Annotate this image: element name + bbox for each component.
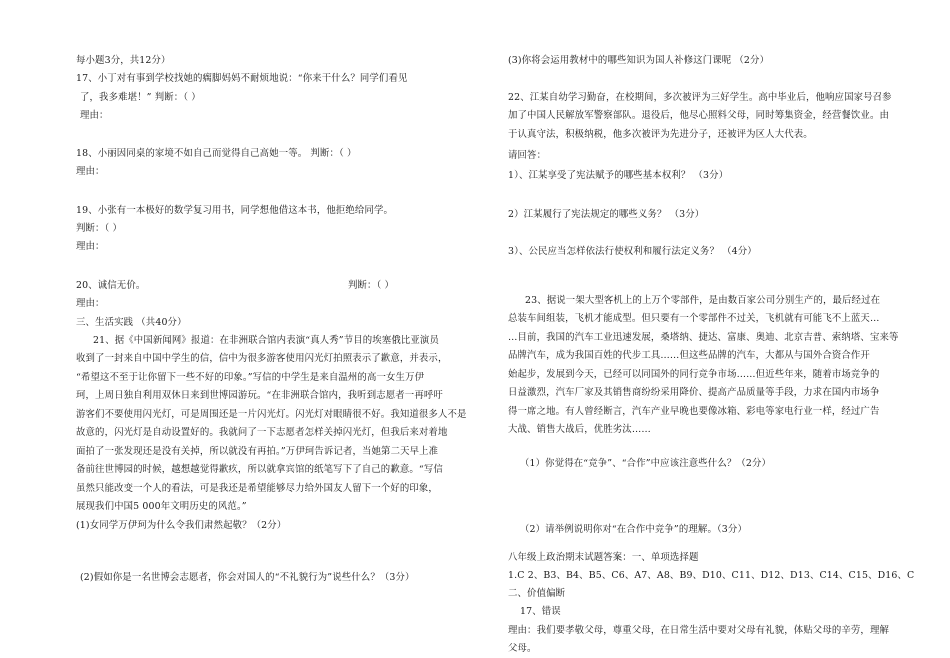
question-23-line: 总装车间组装，飞机才能成型。但只要有一个零部件不过关，飞机就有可能飞不上蓝天… (508, 313, 880, 324)
question-21-line: 故意的，闪光灯是自动设置好的。我就问了一下志愿者怎样关掉闪光灯，但我后来对着地 (76, 427, 448, 438)
question-17-reason: 理由： (80, 110, 109, 121)
question-23-line: 23、据说一架大型客机上的上万个零部件，是由数百家公司分别生产的，最后经过在 (525, 295, 881, 306)
question-22-sub-1: 1）、江某享受了宪法赋予的哪些基本权利？ （3分） (508, 170, 729, 181)
answer-17-reason: 理由：我们要孝敬父母，尊重父母，在日常生活中要对父母有礼貌，体贴父母的辛劳，理解 (508, 625, 890, 636)
question-21-line: 游客们不要使用闪光灯，可是周围还是一片闪光灯。闪光灯对眼睛很不好。我知道很多人不是 (76, 409, 467, 420)
question-21-line: 备前往世博园的时候，越想越觉得歉疚，所以就拿宾馆的纸笔写下了自己的歉意。“写信 (76, 464, 443, 475)
question-21-line: 面拍了一张发现还是没有关掉，所以就没有再拍。”万伊珂告诉记者，当她第二天早上准 (76, 446, 439, 457)
answer-key-section-2: 二、价值偏断 (508, 588, 566, 599)
section-3-heading: 三、生活实践 （共40分） (76, 317, 187, 328)
question-21-line: 珂，上周日独自利用双休日来到世博园游玩。“在非洲联合馆内，我听到志愿者一再呼吁 (76, 390, 443, 401)
question-23-line: …目前，我国的汽车工业迅速发展，桑塔纳、捷达、富康、奥迪、北京吉普、索纳塔、宝来等 (508, 332, 899, 343)
question-21-line: 21、据《中国新闻网》报道：在非洲联合馆内表演“真人秀”节目的埃塞俄比亚演员 (93, 335, 439, 346)
question-23-line: 始起步，发展到今天，已经可以同国外的同行竞争市场……但近些年来，随着市场竞争的 (508, 369, 880, 380)
question-20-judge: 判断：（ ） (348, 280, 395, 291)
answer-key-multiple-choice: 1.C 2、B3、B4、B5、C6、A7、A8、B9、D10、C11、D12、D13、C14、C15、D16、C (508, 570, 915, 581)
question-23-sub-1: （1）你觉得在“竞争”、“合作”中应该注意些什么？（2分） (520, 458, 772, 469)
question-21-line: “希望这不至于让你留下一些不好的印象。”写信的中学生是来自温州的高一女生万伊 (76, 372, 425, 383)
question-18-text: 18、小丽因同桌的家境不如自己而觉得自己高她一等。 判断：（ ） (76, 148, 357, 159)
question-21-sub-3: (3)你将会运用教材中的哪些知识为国人补修这门课呢 （2分） (508, 55, 770, 66)
question-19-reason: 理由： (76, 241, 105, 252)
question-21-line: 虽然只能改变一个人的看法，可是我还是希望能够尽力给外国友人留下一个好的印象， (76, 483, 438, 494)
question-22-line: 22、江某自幼学习勤奋，在校期间，多次被评为三好学生。高中毕业后，他响应国家号召参 (508, 92, 892, 103)
answer-17-reason-cont: 父母。 (508, 643, 537, 654)
question-21-sub-2: (2)假如你是一名世博会志愿者，你会对国人的“不礼貌行为”说些什么？（3分） (80, 572, 415, 583)
question-22-sub-2: 2）江某履行了宪法规定的哪些义务？ （3分） (508, 209, 705, 220)
answer-key-title: 八年级上政治期末试题答案：一、单项选择题 (508, 552, 699, 563)
question-19-text: 19、小张有一本极好的数学复习用书，同学想他借这本书，他拒绝给同学。 (76, 205, 394, 216)
question-20-text: 20、诚信无价。 (76, 280, 146, 291)
question-20-reason: 理由： (76, 298, 105, 309)
question-22-sub-3: 3）、公民应当怎样依法行使权利和履行法定义务？ （4分） (508, 246, 757, 257)
question-18-reason: 理由： (76, 166, 105, 177)
question-23-sub-2: （2）请举例说明你对“在合作中竞争”的理解。（3分） (520, 524, 747, 535)
question-21-line: 收到了一封来自中国中学生的信，信中为很多游客使用闪光灯拍照表示了歉意，并表示， (76, 353, 448, 364)
question-23-line: 大战、销售大战后，优胜劣汰…… (508, 424, 651, 435)
question-23-line: 日益激烈，汽车厂家及其销售商纷纷采用降价、提高产品质量等手段，力求在国内市场争 (508, 387, 880, 398)
question-23-line: 品牌汽车，成为我国百姓的代步工具……但这些品牌的汽车，大都从与国外合资合作开 (508, 350, 870, 361)
question-17-text: 17、小丁对有事到学校找她的瘸脚妈妈不耐烦地说：“你来干什么？同学们看见 (76, 73, 408, 84)
question-19-judge: 判断：（ ） (76, 223, 123, 234)
question-21-sub-1: (1)女同学万伊珂为什么令我们肃然起敬？（2分） (76, 520, 287, 531)
section-header-continued: 每小题3分，共12分） (76, 55, 171, 66)
question-22-prompt: 请回答： (508, 150, 547, 161)
question-22-line: 于认真守法，积极纳税，他多次被评为先进分子，还被评为区人大代表。 (508, 129, 813, 140)
question-23-line: 得一席之地。有人曾经断言，汽车产业早晚也要像冰箱、彩电等家电行业一样，经过广告 (508, 406, 880, 417)
answer-17: 17、错误 (520, 606, 561, 617)
question-17-judge: 了，我多难堪！” 判断：（ ） (80, 92, 201, 103)
question-21-line: 展现我们中国5 000年文明历史的风范。” (76, 501, 247, 512)
question-22-line: 加了中国人民解放军警察部队。退役后，他尽心照料父母，同时筹集资金，经营餐饮业。由 (508, 110, 890, 121)
